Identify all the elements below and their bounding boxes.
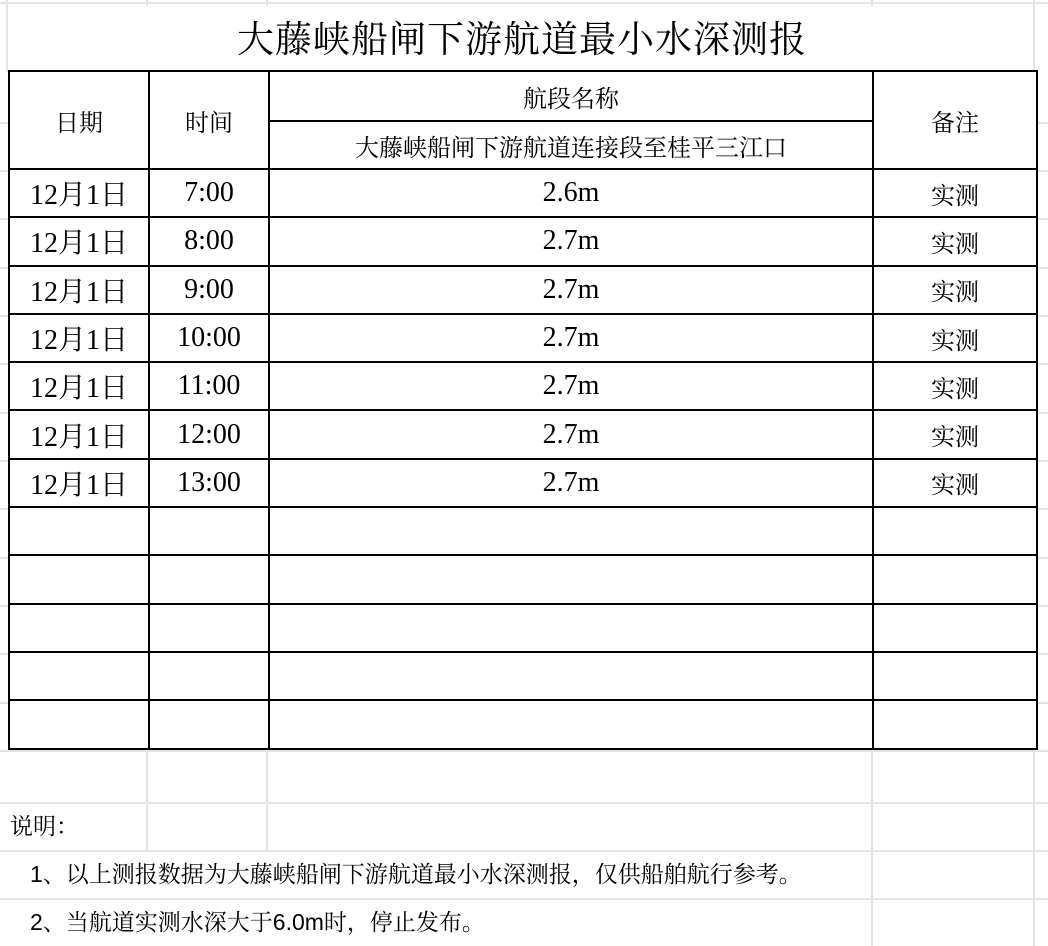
empty-cell [149,604,269,652]
empty-table-row [9,555,1037,603]
time-cell: 7:00 [149,169,269,217]
depth-cell: 2.7m [269,362,873,410]
empty-cell [149,700,269,748]
table-row [9,362,1037,410]
table-row [9,459,1037,507]
header-segment-group: 航段名称 [269,71,873,121]
date-cell: 12月1日 [9,362,149,410]
date-cell: 12月1日 [9,410,149,458]
header-remark: 备注 [873,71,1037,169]
empty-table-row [9,652,1037,700]
empty-cell [9,652,149,700]
note-item-2: 2、当航道实测水深大于6.0m时，停止发布。 [30,909,485,935]
time-cell: 10:00 [149,314,269,362]
depth-cell: 2.7m [269,459,873,507]
date-cell: 12月1日 [9,459,149,507]
empty-cell [9,507,149,555]
header-date: 日期 [9,71,149,169]
header-segment-name: 大藤峡船闸下游航道连接段至桂平三江口 [269,121,873,169]
empty-cell [873,555,1037,603]
empty-cell [149,507,269,555]
date-cell: 12月1日 [9,266,149,314]
depth-cell: 2.6m [269,169,873,217]
table-row [9,410,1037,458]
depth-cell: 2.7m [269,314,873,362]
date-cell: 12月1日 [9,169,149,217]
depth-cell: 2.7m [269,217,873,265]
header-time: 时间 [149,71,269,169]
time-cell: 13:00 [149,459,269,507]
time-cell: 12:00 [149,410,269,458]
notes-label: 说明： [10,813,79,839]
remark-cell: 实测 [873,314,1037,362]
table-header [9,71,1037,169]
depth-cell: 2.7m [269,266,873,314]
empty-table-row [9,507,1037,555]
empty-table-row [9,700,1037,748]
empty-cell [269,555,873,603]
date-cell: 12月1日 [9,217,149,265]
empty-cell [269,507,873,555]
time-cell: 11:00 [149,362,269,410]
page-title: 大藤峡船闸下游航道最小水深测报 [237,19,807,60]
water-depth-table [8,70,1038,750]
table-row [9,266,1037,314]
empty-cell [9,700,149,748]
remark-cell: 实测 [873,217,1037,265]
empty-cell [9,604,149,652]
empty-cell [269,652,873,700]
remark-cell: 实测 [873,459,1037,507]
empty-cell [9,555,149,603]
empty-cell [269,700,873,748]
table-row [9,314,1037,362]
remark-cell: 实测 [873,362,1037,410]
empty-cell [873,700,1037,748]
note-item-1: 1、以上测报数据为大藤峡船闸下游航道最小水深测报，仅供船舶航行参考。 [30,861,802,887]
remark-cell: 实测 [873,266,1037,314]
empty-cell [873,652,1037,700]
table-row [9,169,1037,217]
time-cell: 9:00 [149,266,269,314]
depth-cell: 2.7m [269,410,873,458]
date-cell: 12月1日 [9,314,149,362]
empty-cell [269,604,873,652]
empty-cell [149,652,269,700]
remark-cell: 实测 [873,169,1037,217]
empty-table-row [9,604,1037,652]
table-row [9,217,1037,265]
empty-cell [149,555,269,603]
remark-cell: 实测 [873,410,1037,458]
segment-divider-black-line [690,120,873,122]
empty-cell [873,507,1037,555]
empty-cell [873,604,1037,652]
time-cell: 8:00 [149,217,269,265]
